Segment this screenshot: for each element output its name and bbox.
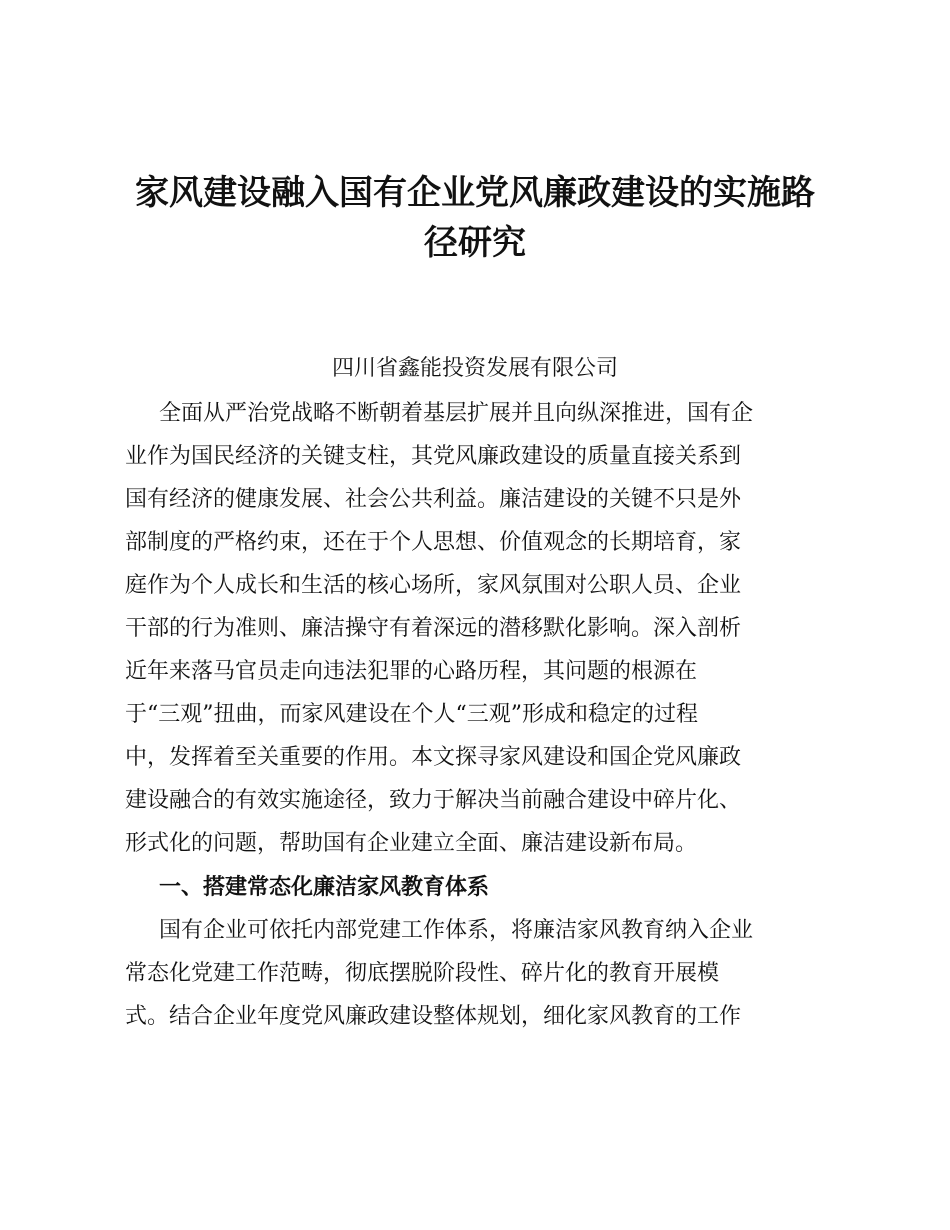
paragraph-line: 国有经济的健康发展、社会公共利益。廉洁建设的关键不只是外: [125, 487, 742, 512]
section-1: [125, 866, 837, 1038]
section-heading: 一、搭建常态化廉洁家风教育体系: [159, 875, 490, 900]
title-line-2: 径研究: [424, 223, 526, 263]
paragraph-line: 庭作为个人成长和生活的核心场所，家风氛围对公职人员、企业: [125, 573, 742, 598]
paragraph-line: 形式化的问题，帮助国有企业建立全面、廉洁建设新布局。: [125, 831, 698, 856]
paragraph-line: 式。结合企业年度党风廉政建设整体规划，细化家风教育的工作: [125, 1004, 742, 1029]
paragraph-line: 部制度的严格约束，还在于个人思想、价值观念的长期培育，家: [125, 530, 742, 555]
paragraph-line: 近年来落马官员走向违法犯罪的心路历程，其问题的根源在: [125, 659, 698, 684]
paragraph-line: 国有企业可依托内部党建工作体系，将廉洁家风教育纳入企业: [159, 918, 754, 943]
paragraph-line: 于“三观”扭曲，而家风建设在个人“三观”形成和稳定的过程: [125, 702, 698, 727]
paragraph-line: 干部的行为准则、廉洁操守有着深远的潜移默化影响。深入剖析: [125, 616, 742, 641]
paragraph-line: 业作为国民经济的关键支柱，其党风廉政建设的质量直接关系到: [125, 444, 742, 469]
document-title: [125, 168, 825, 268]
paragraph-line: 全面从严治党战略不断朝着基层扩展并且向纵深推进，国有企: [159, 401, 754, 426]
intro-paragraph: [125, 392, 837, 865]
title-line-1: 家风建设融入国有企业党风廉政建设的实施路: [135, 173, 815, 213]
paragraph-line: 中，发挥着至关重要的作用。本文探寻家风建设和国企党风廉政: [125, 745, 742, 770]
paragraph-line: 常态化党建工作范畴，彻底摆脱阶段性、碎片化的教育开展模: [125, 961, 720, 986]
paragraph-line: 建设融合的有效实施途径，致力于解决当前融合建设中碎片化、: [125, 788, 742, 813]
author-organization: 四川省鑫能投资发展有限公司: [331, 356, 618, 381]
